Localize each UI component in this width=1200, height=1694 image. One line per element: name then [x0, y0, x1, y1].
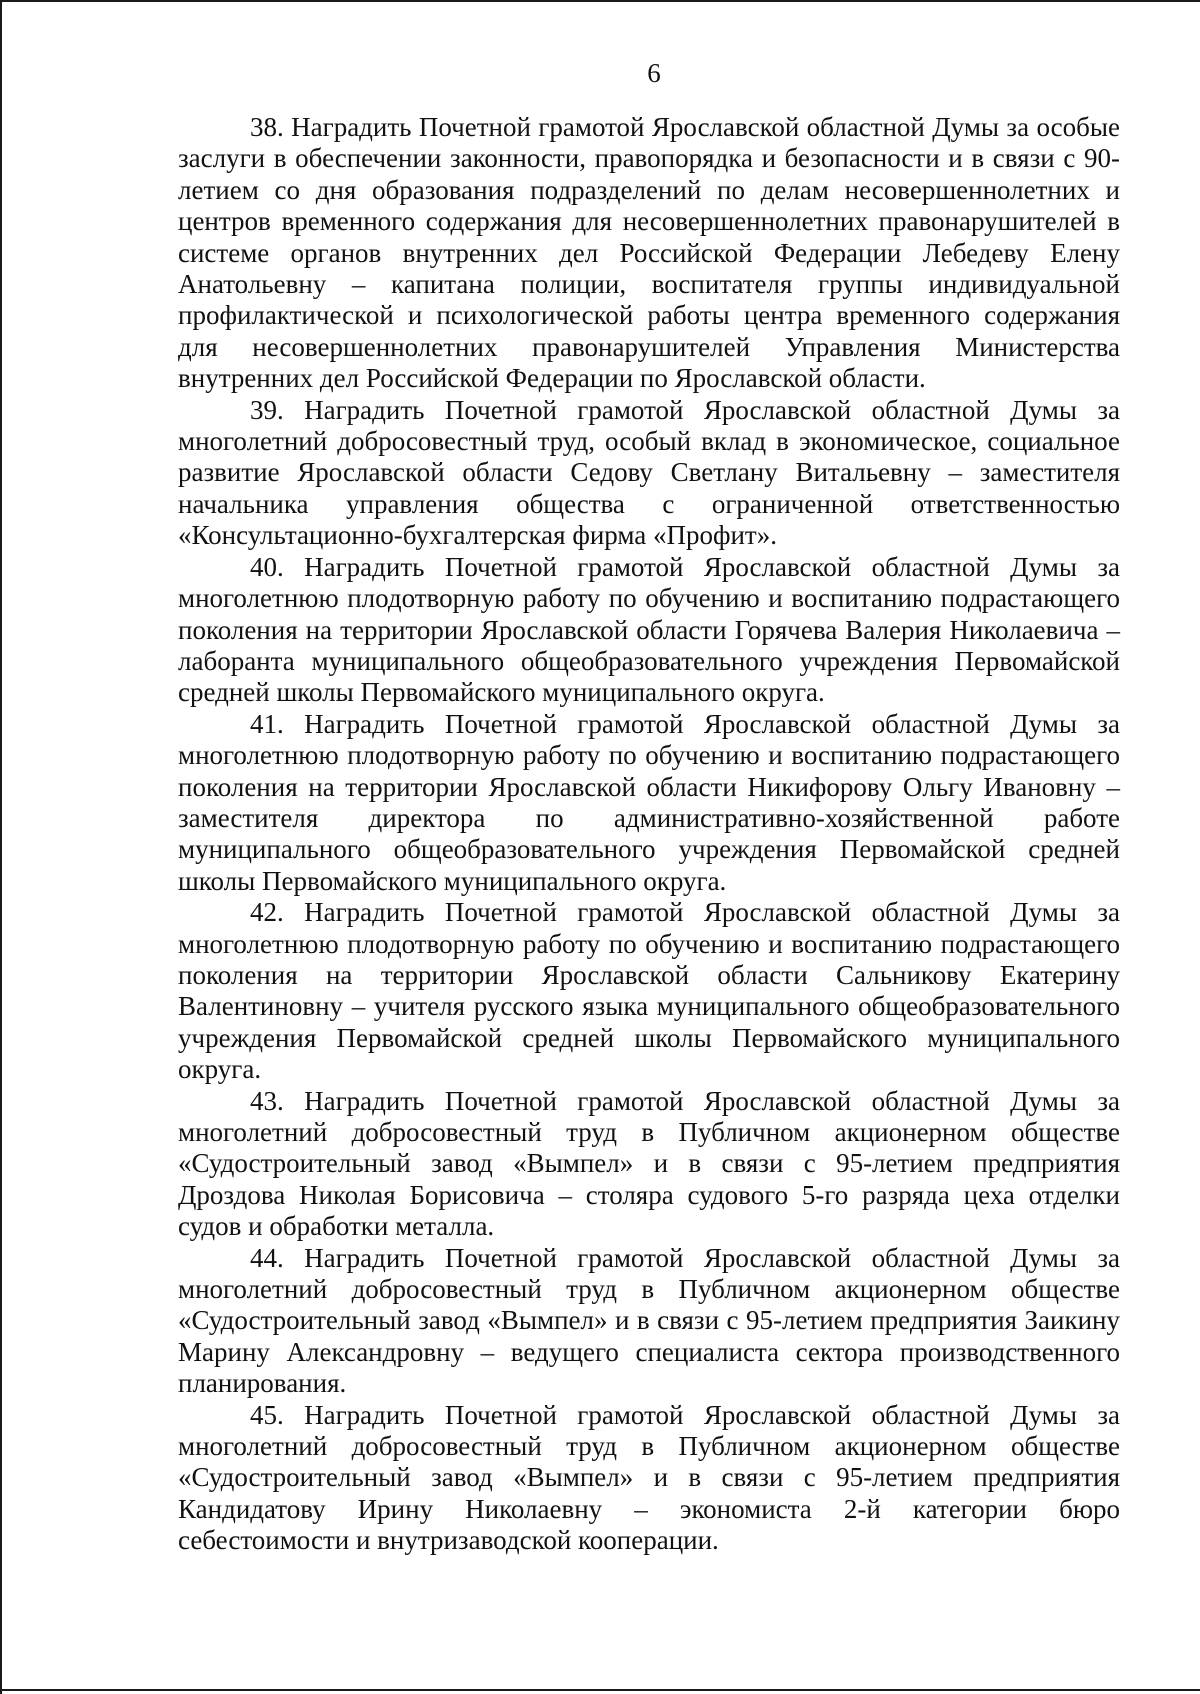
paragraph-44: 44. Наградить Почетной грамотой Ярославской областной Думы за многолетний добросовестный труд в Публичном акционерном обществе «Судостроительный завод «Вымпел» и в связи с 95-летием предприятия Заикину Марину Александровну – ведущего специалиста сектора производственного планирования.: [178, 1242, 1120, 1399]
paragraph-38: 38. Наградить Почетной грамотой Ярославской областной Думы за особые заслуги в обеспечении законности, правопорядка и безопасности и в связи с 90-летием со дня образования подразделений по делам несовершеннолетних и центров временного содержания для несовершеннолетних правонарушителей в системе органов внутренних дел Российской Федерации Лебедеву Елену Анатольевну – капитана полиции, воспитателя группы индивидуальной профилактической и психологической работы центра временного содержания для несовершеннолетних правонарушителей Управления Министерства внутренних дел Российской Федерации по Ярославской области.: [178, 112, 1120, 394]
scan-edge-left: [0, 0, 2, 1694]
document-body: [178, 112, 1120, 1557]
paragraph-39: 39. Наградить Почетной грамотой Ярославской областной Думы за многолетний добросовестный труд, особый вклад в экономическое, социальное развитие Ярославской области Седову Светлану Витальевну – заместителя начальника управления общества с ограниченной ответственностью «Консультационно-бухгалтерская фирма «Профит».: [178, 394, 1120, 551]
paragraph-43: 43. Наградить Почетной грамотой Ярославской областной Думы за многолетний добросовестный труд в Публичном акционерном обществе «Судостроительный завод «Вымпел» и в связи с 95-летием предприятия Дроздова Николая Борисовича – столяра судового 5-го разряда цеха отделки судов и обработки металла.: [178, 1085, 1120, 1242]
paragraph-45: 45. Наградить Почетной грамотой Ярославской областной Думы за многолетний добросовестный труд в Публичном акционерном обществе «Судостроительный завод «Вымпел» и в связи с 95-летием предприятия Кандидатову Ирину Николаевну – экономиста 2-й категории бюро себестоимости и внутризаводской кооперации.: [178, 1399, 1120, 1556]
scan-edge-top: [0, 0, 1200, 2]
paragraph-42: 42. Наградить Почетной грамотой Ярославской областной Думы за многолетнюю плодотворную работу по обучению и воспитанию подрастающего поколения на территории Ярославской области Сальникову Екатерину Валентиновну – учителя русского языка муниципального общеобразовательного учреждения Первомайской средней школы Первомайского муниципального округа.: [178, 897, 1120, 1085]
scan-edge-bottom: [0, 1689, 1200, 1691]
paragraph-41: 41. Наградить Почетной грамотой Ярославской областной Думы за многолетнюю плодотворную работу по обучению и воспитанию подрастающего поколения на территории Ярославской области Никифорову Ольгу Ивановну – заместителя директора по административно-хозяйственной работе муниципального общеобразовательного учреждения Первомайской средней школы Первомайского муниципального округа.: [178, 708, 1120, 896]
page-number: 6: [647, 58, 661, 88]
paragraph-40: 40. Наградить Почетной грамотой Ярославской областной Думы за многолетнюю плодотворную работу по обучению и воспитанию подрастающего поколения на территории Ярославской области Горячева Валерия Николаевича – лаборанта муниципального общеобразовательного учреждения Первомайской средней школы Первомайского муниципального округа.: [178, 551, 1120, 708]
